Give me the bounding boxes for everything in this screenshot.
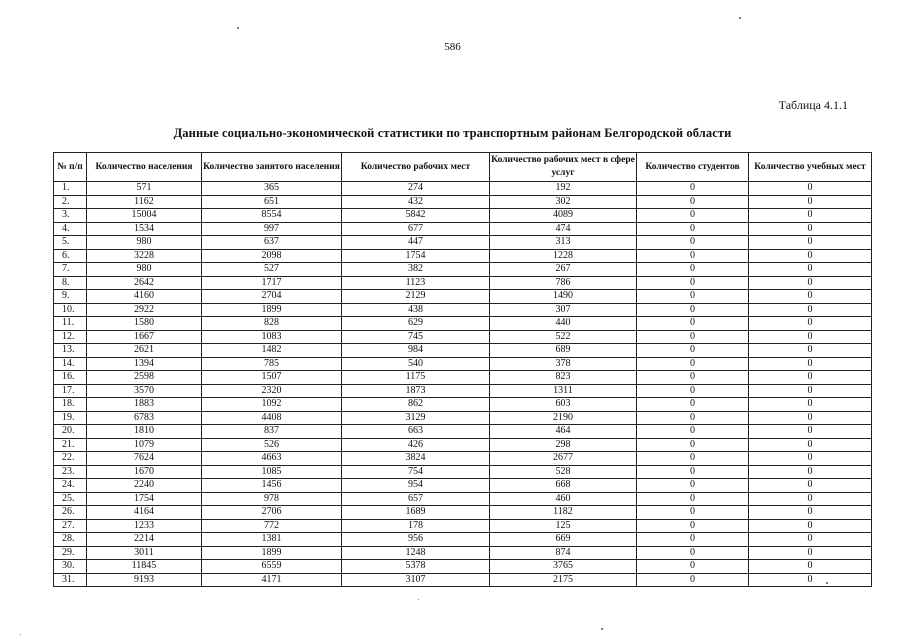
cell-employed: 637 [202, 236, 342, 250]
cell-row-number: 8. [54, 276, 87, 290]
cell-jobs: 2129 [342, 290, 490, 304]
cell-population: 1754 [87, 492, 202, 506]
cell-jobs: 629 [342, 317, 490, 331]
cell-study-places: 0 [749, 276, 872, 290]
cell-row-number: 22. [54, 452, 87, 466]
cell-row-number: 29. [54, 546, 87, 560]
header-row [54, 153, 872, 182]
cell-population: 1162 [87, 195, 202, 209]
cell-study-places: 0 [749, 317, 872, 331]
column-header-population: Количество населения [87, 153, 202, 182]
table-row [54, 357, 872, 371]
cell-students: 0 [637, 344, 749, 358]
table-row [54, 411, 872, 425]
cell-students: 0 [637, 506, 749, 520]
cell-jobs: 984 [342, 344, 490, 358]
column-header-employed: Количество занятого населения [202, 153, 342, 182]
cell-row-number: 13. [54, 344, 87, 358]
cell-service-jobs: 786 [490, 276, 637, 290]
cell-students: 0 [637, 573, 749, 587]
cell-jobs: 382 [342, 263, 490, 277]
cell-service-jobs: 2175 [490, 573, 637, 587]
cell-employed: 365 [202, 182, 342, 196]
cell-population: 980 [87, 263, 202, 277]
cell-jobs: 3824 [342, 452, 490, 466]
cell-students: 0 [637, 236, 749, 250]
cell-row-number: 21. [54, 438, 87, 452]
cell-students: 0 [637, 182, 749, 196]
cell-population: 2642 [87, 276, 202, 290]
cell-jobs: 3129 [342, 411, 490, 425]
table-body [54, 182, 872, 587]
cell-row-number: 4. [54, 222, 87, 236]
cell-jobs: 540 [342, 357, 490, 371]
cell-service-jobs: 528 [490, 465, 637, 479]
cell-study-places: 0 [749, 492, 872, 506]
cell-service-jobs: 440 [490, 317, 637, 331]
cell-row-number: 14. [54, 357, 87, 371]
cell-employed: 997 [202, 222, 342, 236]
cell-employed: 1482 [202, 344, 342, 358]
table-row [54, 249, 872, 263]
cell-students: 0 [637, 330, 749, 344]
cell-population: 1670 [87, 465, 202, 479]
column-header-jobs: Количество рабочих мест [342, 153, 490, 182]
cell-service-jobs: 313 [490, 236, 637, 250]
cell-study-places: 0 [749, 330, 872, 344]
table-header [54, 153, 872, 182]
cell-jobs: 178 [342, 519, 490, 533]
cell-row-number: 1. [54, 182, 87, 196]
cell-row-number: 5. [54, 236, 87, 250]
cell-study-places: 0 [749, 222, 872, 236]
cell-population: 4164 [87, 506, 202, 520]
cell-population: 7624 [87, 452, 202, 466]
cell-students: 0 [637, 465, 749, 479]
cell-jobs: 1123 [342, 276, 490, 290]
cell-population: 3570 [87, 384, 202, 398]
cell-jobs: 5842 [342, 209, 490, 223]
cell-jobs: 677 [342, 222, 490, 236]
cell-service-jobs: 298 [490, 438, 637, 452]
cell-study-places: 0 [749, 519, 872, 533]
cell-employed: 1092 [202, 398, 342, 412]
cell-row-number: 25. [54, 492, 87, 506]
cell-jobs: 438 [342, 303, 490, 317]
cell-row-number: 2. [54, 195, 87, 209]
cell-employed: 1456 [202, 479, 342, 493]
table-row [54, 465, 872, 479]
cell-study-places: 0 [749, 263, 872, 277]
cell-population: 6783 [87, 411, 202, 425]
cell-students: 0 [637, 438, 749, 452]
cell-row-number: 3. [54, 209, 87, 223]
table-row [54, 452, 872, 466]
cell-jobs: 1873 [342, 384, 490, 398]
cell-jobs: 447 [342, 236, 490, 250]
cell-study-places: 0 [749, 303, 872, 317]
table-row [54, 222, 872, 236]
table-row [54, 195, 872, 209]
cell-students: 0 [637, 209, 749, 223]
table-row [54, 519, 872, 533]
cell-population: 15004 [87, 209, 202, 223]
cell-study-places: 0 [749, 182, 872, 196]
cell-study-places: 0 [749, 465, 872, 479]
cell-row-number: 6. [54, 249, 87, 263]
table-row [54, 303, 872, 317]
cell-population: 2598 [87, 371, 202, 385]
cell-students: 0 [637, 533, 749, 547]
cell-students: 0 [637, 560, 749, 574]
table-row [54, 438, 872, 452]
cell-service-jobs: 4089 [490, 209, 637, 223]
cell-employed: 8554 [202, 209, 342, 223]
cell-jobs: 1175 [342, 371, 490, 385]
cell-jobs: 1754 [342, 249, 490, 263]
cell-study-places: 0 [749, 546, 872, 560]
table-row [54, 330, 872, 344]
cell-row-number: 28. [54, 533, 87, 547]
cell-row-number: 27. [54, 519, 87, 533]
cell-service-jobs: 669 [490, 533, 637, 547]
cell-row-number: 17. [54, 384, 87, 398]
cell-population: 571 [87, 182, 202, 196]
cell-row-number: 26. [54, 506, 87, 520]
cell-population: 1534 [87, 222, 202, 236]
cell-study-places: 0 [749, 479, 872, 493]
table-row [54, 573, 872, 587]
table-row [54, 425, 872, 439]
cell-population: 980 [87, 236, 202, 250]
cell-jobs: 663 [342, 425, 490, 439]
cell-students: 0 [637, 398, 749, 412]
cell-students: 0 [637, 317, 749, 331]
cell-service-jobs: 689 [490, 344, 637, 358]
cell-study-places: 0 [749, 344, 872, 358]
cell-jobs: 5378 [342, 560, 490, 574]
cell-students: 0 [637, 303, 749, 317]
column-header-number: № п/п [54, 153, 87, 182]
cell-employed: 837 [202, 425, 342, 439]
cell-row-number: 11. [54, 317, 87, 331]
cell-employed: 1899 [202, 303, 342, 317]
cell-service-jobs: 2677 [490, 452, 637, 466]
cell-study-places: 0 [749, 384, 872, 398]
cell-employed: 527 [202, 263, 342, 277]
cell-employed: 4171 [202, 573, 342, 587]
table-row [54, 236, 872, 250]
cell-students: 0 [637, 371, 749, 385]
cell-students: 0 [637, 222, 749, 236]
cell-employed: 6559 [202, 560, 342, 574]
cell-population: 1580 [87, 317, 202, 331]
cell-service-jobs: 474 [490, 222, 637, 236]
cell-row-number: 20. [54, 425, 87, 439]
cell-students: 0 [637, 290, 749, 304]
cell-students: 0 [637, 195, 749, 209]
cell-employed: 2706 [202, 506, 342, 520]
cell-students: 0 [637, 425, 749, 439]
cell-employed: 4408 [202, 411, 342, 425]
cell-jobs: 956 [342, 533, 490, 547]
cell-employed: 2320 [202, 384, 342, 398]
cell-study-places: 0 [749, 290, 872, 304]
cell-population: 1883 [87, 398, 202, 412]
cell-population: 3011 [87, 546, 202, 560]
table-row [54, 182, 872, 196]
table-row [54, 533, 872, 547]
cell-study-places: 0 [749, 209, 872, 223]
column-header-study-places: Количество учебных мест [749, 153, 872, 182]
table-row [54, 317, 872, 331]
cell-employed: 1899 [202, 546, 342, 560]
cell-row-number: 7. [54, 263, 87, 277]
cell-study-places: 0 [749, 195, 872, 209]
cell-service-jobs: 3765 [490, 560, 637, 574]
cell-jobs: 1689 [342, 506, 490, 520]
cell-service-jobs: 2190 [490, 411, 637, 425]
document-title: Данные социально-экономической статистики по транспортным районам Белгородской области [173, 126, 732, 140]
cell-population: 1667 [87, 330, 202, 344]
table-row [54, 344, 872, 358]
cell-service-jobs: 1490 [490, 290, 637, 304]
cell-study-places: 0 [749, 411, 872, 425]
cell-population: 2214 [87, 533, 202, 547]
cell-employed: 1085 [202, 465, 342, 479]
cell-row-number: 9. [54, 290, 87, 304]
cell-employed: 2704 [202, 290, 342, 304]
cell-students: 0 [637, 249, 749, 263]
cell-study-places: 0 [749, 533, 872, 547]
page-number: 586 [444, 41, 461, 53]
cell-employed: 1083 [202, 330, 342, 344]
table-row [54, 398, 872, 412]
cell-employed: 785 [202, 357, 342, 371]
cell-population: 1233 [87, 519, 202, 533]
cell-row-number: 18. [54, 398, 87, 412]
cell-row-number: 23. [54, 465, 87, 479]
cell-jobs: 745 [342, 330, 490, 344]
cell-employed: 978 [202, 492, 342, 506]
cell-students: 0 [637, 384, 749, 398]
cell-employed: 526 [202, 438, 342, 452]
cell-jobs: 862 [342, 398, 490, 412]
cell-study-places: 0 [749, 425, 872, 439]
table-row [54, 384, 872, 398]
table-row [54, 506, 872, 520]
cell-employed: 1507 [202, 371, 342, 385]
cell-students: 0 [637, 479, 749, 493]
table-row [54, 371, 872, 385]
cell-service-jobs: 823 [490, 371, 637, 385]
cell-jobs: 426 [342, 438, 490, 452]
cell-population: 2922 [87, 303, 202, 317]
cell-service-jobs: 668 [490, 479, 637, 493]
cell-students: 0 [637, 357, 749, 371]
cell-row-number: 10. [54, 303, 87, 317]
cell-population: 2240 [87, 479, 202, 493]
cell-population: 1394 [87, 357, 202, 371]
cell-study-places: 0 [749, 371, 872, 385]
cell-students: 0 [637, 411, 749, 425]
cell-study-places: 0 [749, 398, 872, 412]
cell-service-jobs: 464 [490, 425, 637, 439]
cell-service-jobs: 302 [490, 195, 637, 209]
cell-students: 0 [637, 263, 749, 277]
cell-study-places: 0 [749, 357, 872, 371]
table-row [54, 209, 872, 223]
cell-population: 11845 [87, 560, 202, 574]
cell-employed: 4663 [202, 452, 342, 466]
cell-service-jobs: 460 [490, 492, 637, 506]
cell-service-jobs: 603 [490, 398, 637, 412]
cell-row-number: 30. [54, 560, 87, 574]
column-header-students: Количество студентов [637, 153, 749, 182]
cell-students: 0 [637, 276, 749, 290]
table-row [54, 546, 872, 560]
cell-study-places: 0 [749, 249, 872, 263]
cell-students: 0 [637, 452, 749, 466]
cell-service-jobs: 267 [490, 263, 637, 277]
cell-employed: 1381 [202, 533, 342, 547]
cell-study-places: 0 [749, 236, 872, 250]
cell-study-places: 0 [749, 560, 872, 574]
cell-population: 1810 [87, 425, 202, 439]
column-header-service-jobs: Количество рабочих мест в сфере услуг [490, 153, 637, 182]
cell-service-jobs: 1182 [490, 506, 637, 520]
cell-service-jobs: 1228 [490, 249, 637, 263]
statistics-table [53, 152, 872, 587]
cell-row-number: 12. [54, 330, 87, 344]
table-row [54, 479, 872, 493]
cell-employed: 772 [202, 519, 342, 533]
cell-study-places: 0 [749, 506, 872, 520]
cell-population: 2621 [87, 344, 202, 358]
table-row [54, 263, 872, 277]
table-row [54, 492, 872, 506]
cell-row-number: 31. [54, 573, 87, 587]
table-row [54, 560, 872, 574]
cell-population: 4160 [87, 290, 202, 304]
cell-study-places: 0 [749, 452, 872, 466]
cell-row-number: 24. [54, 479, 87, 493]
cell-jobs: 754 [342, 465, 490, 479]
cell-service-jobs: 522 [490, 330, 637, 344]
cell-service-jobs: 192 [490, 182, 637, 196]
cell-jobs: 1248 [342, 546, 490, 560]
cell-students: 0 [637, 546, 749, 560]
cell-row-number: 19. [54, 411, 87, 425]
cell-jobs: 432 [342, 195, 490, 209]
cell-students: 0 [637, 492, 749, 506]
table-row [54, 276, 872, 290]
cell-service-jobs: 874 [490, 546, 637, 560]
cell-employed: 1717 [202, 276, 342, 290]
cell-service-jobs: 378 [490, 357, 637, 371]
cell-service-jobs: 125 [490, 519, 637, 533]
cell-study-places: 0 [749, 573, 872, 587]
cell-service-jobs: 1311 [490, 384, 637, 398]
cell-population: 9193 [87, 573, 202, 587]
cell-jobs: 3107 [342, 573, 490, 587]
cell-population: 1079 [87, 438, 202, 452]
cell-study-places: 0 [749, 438, 872, 452]
cell-employed: 2098 [202, 249, 342, 263]
cell-service-jobs: 307 [490, 303, 637, 317]
cell-jobs: 954 [342, 479, 490, 493]
cell-students: 0 [637, 519, 749, 533]
cell-employed: 828 [202, 317, 342, 331]
cell-row-number: 16. [54, 371, 87, 385]
cell-jobs: 274 [342, 182, 490, 196]
cell-jobs: 657 [342, 492, 490, 506]
cell-employed: 651 [202, 195, 342, 209]
cell-population: 3228 [87, 249, 202, 263]
table-label: Таблица 4.1.1 [778, 98, 848, 112]
table-row [54, 290, 872, 304]
